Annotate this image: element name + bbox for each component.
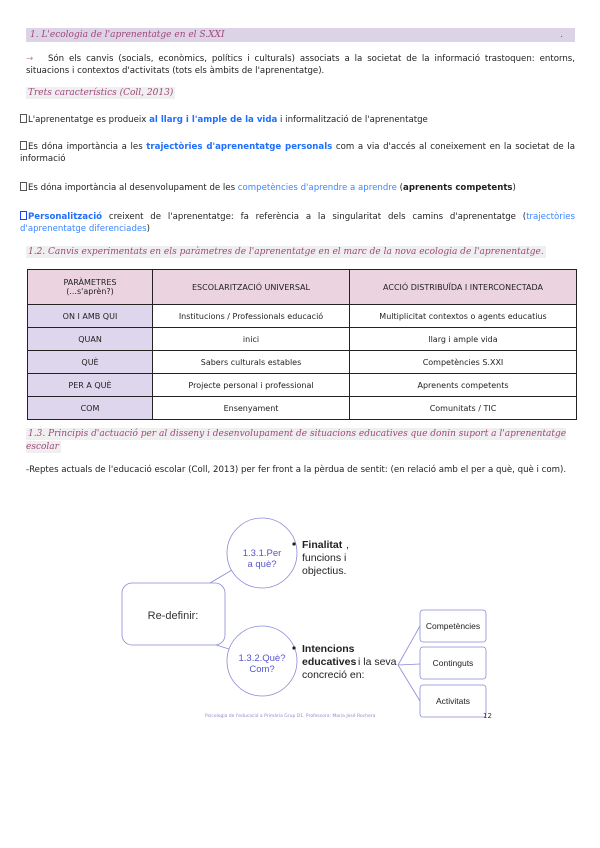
circle-label: a què? (247, 559, 277, 570)
bullet-dot (292, 646, 295, 649)
table-cell: llarg i ample vida (350, 328, 577, 351)
param-cell: PER A QUÈ (28, 374, 153, 397)
diagram-text: objectius. (302, 565, 347, 577)
table-cell: Institucions / Professionals educació (153, 305, 350, 328)
circle-label: 1.3.2.Què? (238, 653, 286, 664)
connector-line (398, 665, 420, 701)
header-cell: PARÀMETRES (...s'aprèn?) (28, 270, 153, 305)
table-cell: Multiplicitat contextos o agents educatius (350, 305, 577, 328)
diagram-text: Intencions (302, 643, 355, 655)
table-cell: Competències S.XXI (350, 351, 577, 374)
table-cell: Sabers culturals estables (153, 351, 350, 374)
diagram-text: educatives (302, 656, 357, 668)
section-heading-1-3: 1.3. Principis d'actuació per al disseny i desenvolupament de situacions educatives que donin suport a l'aprenentatge escolar (26, 429, 567, 452)
header-cell: ESCOLARITZACIÓ UNIVERSAL (153, 270, 350, 305)
diagram-text: , (346, 539, 349, 551)
header-cell: ACCIÓ DISTRIBUÏDA I INTERCONECTADA (350, 270, 577, 305)
table-cell: Ensenyament (153, 397, 350, 420)
box-label: Activitats (435, 696, 471, 706)
bullet-item: L'aprenentatge es produeix al llarg i l'ample de la vida i informalització de l'aprenentatge (20, 114, 575, 126)
page-number: 12 (483, 712, 492, 720)
table-cell: inici (153, 328, 350, 351)
root-label: Re-definir: (147, 610, 199, 622)
heading-dot: . (560, 30, 563, 40)
table-cell: Comunitats / TIC (350, 397, 577, 420)
connector-line (210, 570, 232, 583)
bullet-dot (292, 542, 295, 545)
param-cell: QUAN (28, 328, 153, 351)
traits-heading: Trets característics (Coll, 2013) (28, 88, 174, 98)
table-cell: Projecte personal i professional (153, 374, 350, 397)
bullet-item: Es dóna importància a les trajectòries d'aprenentatge personals com a via d'accés al coneixement en la societat de la informació (20, 142, 575, 164)
challenges-paragraph: -Reptes actuals de l'educació escolar (Coll, 2013) per fer front a la pèrdua de sentit: (en relació amb el per a què, què i com). (26, 465, 567, 475)
circle-label: 1.3.1.Per (242, 548, 282, 559)
intro-text: Són els canvis (socials, econòmics, polítics i culturals) associats a la societat de la informació trastoquen: entorns, situacions i contextos d'activitats (tots els àmbits de l'aprenentatge). (26, 54, 575, 76)
diagram-text: i la seva (358, 656, 397, 668)
box-label: Continguts (432, 658, 474, 668)
arrow-icon: → (26, 54, 34, 64)
section-heading-1-2: 1.2. Canvis experimentats en els paràmetres de l'aprenentatge en el marc de la nova ecologia de l'aprenentatge. (28, 247, 544, 257)
table-cell: Aprenents competents (350, 374, 577, 397)
diagram-text: Finalitat (302, 539, 343, 551)
circle-label: Com? (249, 664, 275, 675)
page-footer: Psicologia de l'educació a Primària Grup D1. Professora: Maria José Rochera (205, 714, 376, 719)
param-cell: ON I AMB QUI (28, 305, 153, 328)
box-label: Competències (425, 621, 481, 631)
connector-line (398, 664, 420, 665)
param-cell: QUÈ (28, 351, 153, 374)
bullet-item: Es dóna importància al desenvolupament de les competències d'aprendre a aprendre (aprenents competents) (20, 182, 575, 194)
diagram-text: funcions i (302, 552, 347, 564)
diagram-text: concreció en: (302, 669, 365, 681)
param-cell: COM (28, 397, 153, 420)
heading-title: 1. L'ecologia de l'aprenentatge en el S.XXI (30, 30, 225, 40)
connector-line (398, 626, 420, 665)
bullet-item: Personalització creixent de l'aprenentatge: fa referència a la singularitat dels camins d'aprenentatge (trajectòries d'aprenentatge diferenciades) (20, 212, 575, 234)
